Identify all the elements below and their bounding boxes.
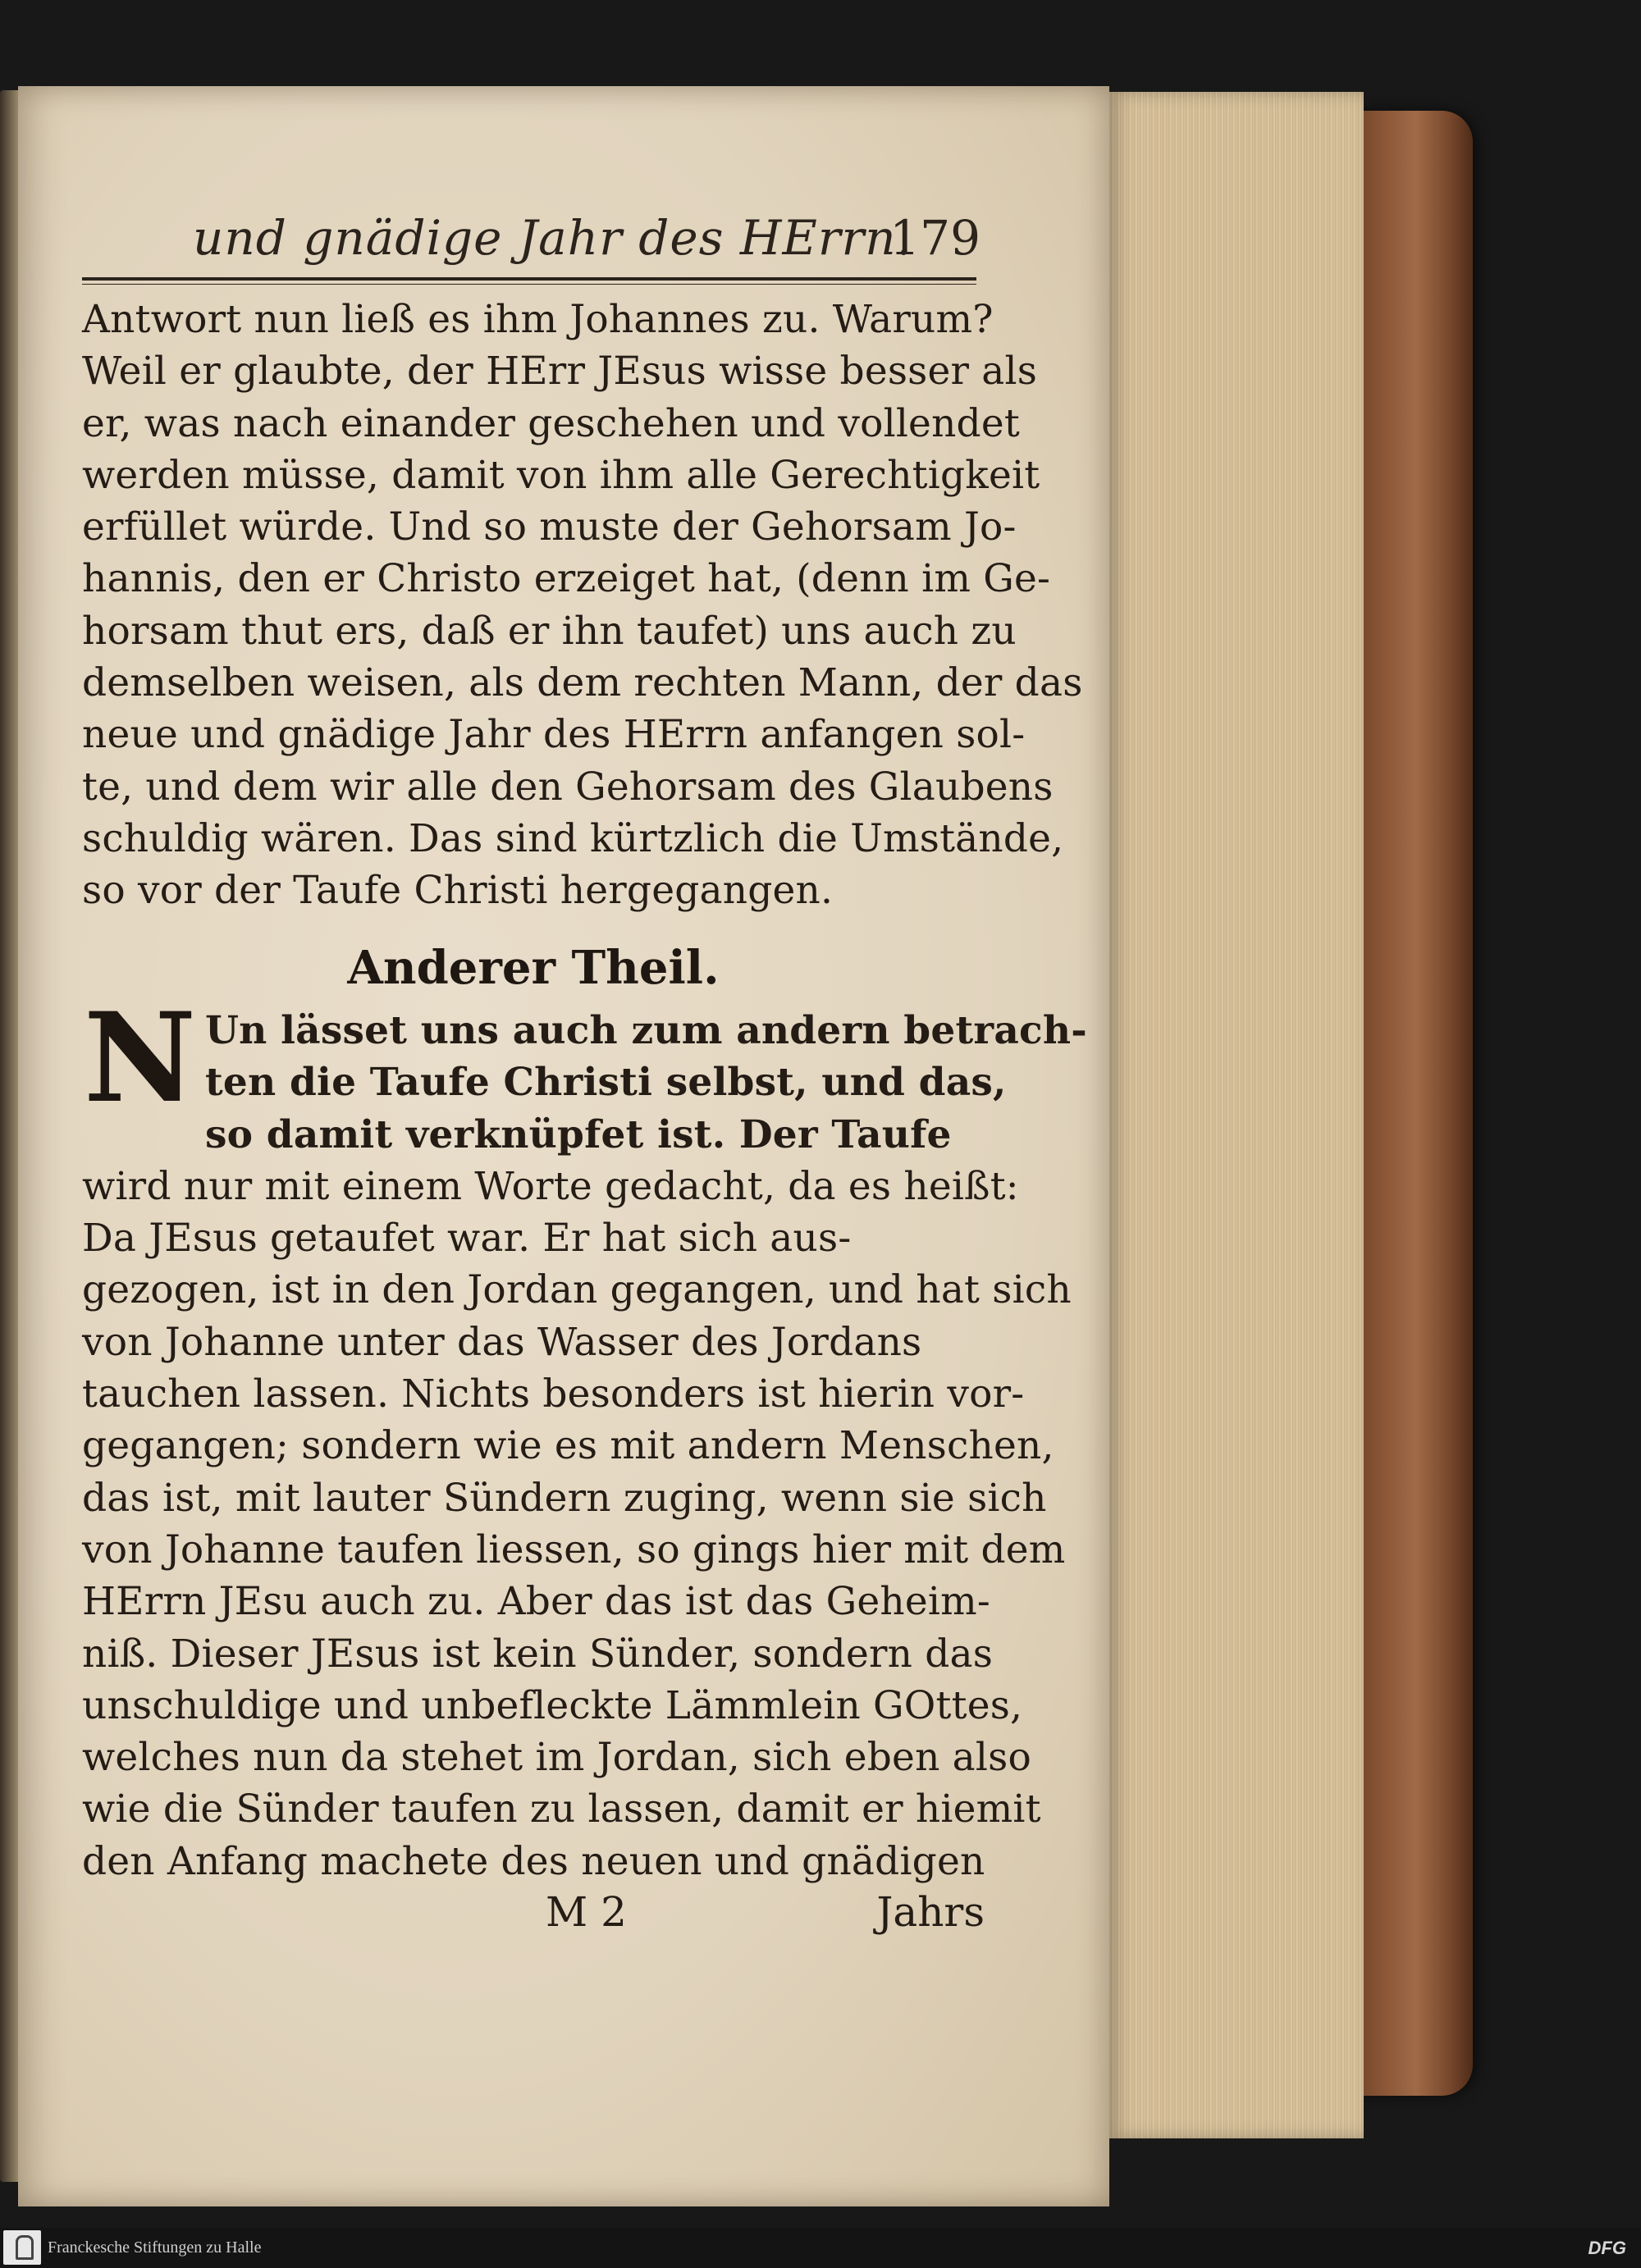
text-line: den Anfang machete des neuen und gnädigen (82, 1838, 985, 1884)
catchword: Jahrs (876, 1888, 985, 1936)
head-rule-thin (82, 284, 976, 285)
book-cover-edge (1346, 111, 1473, 2096)
text-line: schuldig wären. Das sind kürtzlich die Umstände, (82, 815, 1064, 861)
dfg-logo: DFG (1588, 2238, 1626, 2258)
head-rule (82, 277, 976, 281)
text-line: so damit verknüpfet ist. Der Taufe (205, 1111, 952, 1157)
text-line: so vor der Taufe Christi hergegangen. (82, 868, 834, 914)
text-line: demselben weisen, als dem rechten Mann, der das (82, 660, 1083, 706)
running-head-title: und gnädige Jahr des HErrn. (193, 210, 913, 266)
text-line: gegangen; sondern wie es mit andern Menschen, (82, 1423, 1054, 1469)
viewer-footer-bar (0, 2228, 1641, 2268)
text-line: gezogen, ist in den Jordan gegangen, und hat sich (82, 1267, 1072, 1313)
text-line: erfüllet würde. Und so muste der Gehorsam Jo- (82, 504, 1017, 550)
text-line: er, was nach einander geschehen und vollendet (82, 400, 1020, 446)
text-line: unschuldige und unbefleckte Lämmlein GOttes, (82, 1682, 1023, 1728)
text-line: niß. Dieser JEsus ist kein Sünder, sondern das (82, 1631, 994, 1677)
drop-cap: N (84, 986, 197, 1130)
text-line: von Johanne taufen liessen, so gings hier mit dem (82, 1526, 1066, 1572)
page-footer-line (82, 1883, 985, 1941)
institution-name: Franckesche Stiftungen zu Halle (48, 2238, 262, 2257)
text-line: Un lässet uns auch zum andern betrach- (205, 1008, 1087, 1053)
text-block-second (82, 986, 1087, 1887)
text-line: wird nur mit einem Worte gedacht, da es heißt: (82, 1163, 1019, 1209)
signature-mark: M 2 (546, 1888, 627, 1936)
text-line: welches nun da stehet im Jordan, sich eben also (82, 1735, 1031, 1781)
text-line: te, und dem wir alle den Gehorsam des Glaubens (82, 764, 1054, 810)
text-line: von Johanne unter das Wasser des Jordans (82, 1319, 922, 1365)
text-line: Da JEsus getaufet war. Er hat sich aus- (82, 1216, 852, 1262)
text-line: werden müsse, damit von ihm alle Gerechtigkeit (82, 452, 1040, 498)
text-line: ten die Taufe Christi selbst, und das, (205, 1060, 1007, 1106)
running-head (193, 201, 980, 275)
text-line: HErrn JEsu auch zu. Aber das ist das Geheim- (82, 1579, 990, 1625)
text-line: horsam thut ers, daß er ihn taufet) uns auch zu (82, 608, 1017, 654)
institution-logo-icon (3, 2230, 41, 2265)
text-line: Weil er glaubte, der HErr JEsus wisse besser als (82, 349, 1038, 395)
text-line: Antwort nun ließ es ihm Johannes zu. Warum? (82, 297, 994, 342)
text-block-first (82, 294, 1083, 917)
page-number: 179 (889, 210, 980, 266)
text-line: neue und gnädige Jahr des HErrn anfangen sol- (82, 712, 1026, 758)
section-heading: Anderer Theil. (347, 941, 720, 995)
text-line: hannis, den er Christo erzeiget hat, (denn im Ge- (82, 556, 1051, 602)
text-line: wie die Sünder taufen zu lassen, damit er hiemit (82, 1787, 1041, 1832)
page-block-edges (1109, 92, 1364, 2138)
text-line: das ist, mit lauter Sündern zuging, wenn sie sich (82, 1475, 1047, 1521)
text-line: tauchen lassen. Nichts besonders ist hierin vor- (82, 1371, 1025, 1417)
